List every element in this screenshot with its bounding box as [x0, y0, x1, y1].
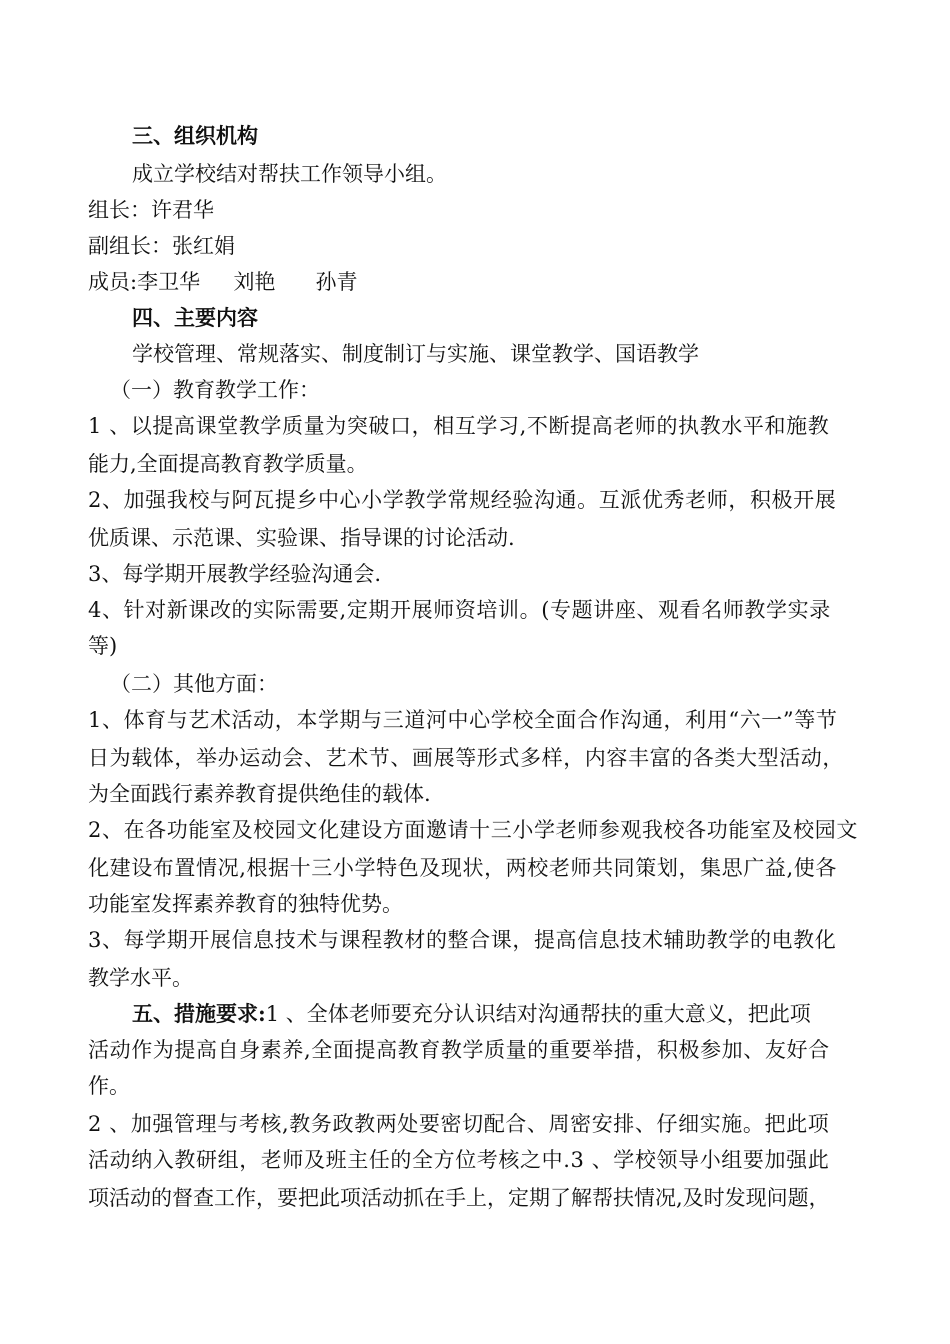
paragraph-line: 等)	[88, 634, 118, 658]
section-3-intro: 成立学校结对帮扶工作领导小组。	[132, 162, 447, 186]
paragraph-line: 教学水平。	[88, 966, 193, 990]
deputy-leader-line: 副组长：张红娟	[88, 234, 235, 258]
paragraph-line: 作。	[88, 1074, 130, 1098]
paragraph-line: 功能室发挥素养教育的独特优势。	[88, 892, 403, 916]
section-4-intro: 学校管理、常规落实、制度制订与实施、课堂教学、国语教学	[132, 342, 699, 366]
paragraph-line: 活动作为提高自身素养,全面提高教育教学质量的重要举措，积极参加、友好合	[88, 1038, 830, 1062]
paragraph-line: 2、在各功能室及校园文化建设方面邀请十三小学老师参观我校各功能室及校园文	[88, 818, 858, 842]
paragraph-line: 活动纳入教研组，老师及班主任的全方位考核之中.3 、学校领导小组要加强此	[88, 1148, 830, 1172]
paragraph-line: 日为载体，举办运动会、艺术节、画展等形式多样，内容丰富的各类大型活动，	[88, 746, 844, 770]
subsection-1-title: （一）教育教学工作：	[110, 378, 320, 402]
paragraph-line: 项活动的督查工作，要把此项活动抓在手上，定期了解帮扶情况,及时发现问题，	[88, 1186, 830, 1210]
paragraph-line: 1 、以提高课堂教学质量为突破口，相互学习,不断提高老师的执教水平和施教	[88, 414, 830, 438]
paragraph-line: 2、加强我校与阿瓦提乡中心小学教学常规经验沟通。互派优秀老师，积极开展	[88, 488, 837, 512]
group-leader-line: 组长：许君华	[88, 198, 214, 222]
section-5-heading: 五、措施要求:	[132, 1001, 266, 1026]
paragraph-line: 1、体育与艺术活动，本学期与三道河中心学校全面合作沟通，利用“六一”等节	[88, 708, 838, 732]
paragraph-line: 3、每学期开展教学经验沟通会.	[88, 562, 382, 586]
paragraph-line: 2 、加强管理与考核,教务政教两处要密切配合、周密安排、仔细实施。把此项	[88, 1112, 830, 1136]
paragraph-line: 能力,全面提高教育教学质量。	[88, 452, 368, 476]
paragraph-line: 4、针对新课改的实际需要,定期开展师资培训。(专题讲座、观看名师教学实录	[88, 598, 831, 622]
section-5-first-line-text: 1 、全体老师要充分认识结对沟通帮扶的重大意义，把此项	[265, 1002, 811, 1026]
members-line: 成员:李卫华 刘艳 孙青	[88, 270, 358, 294]
subsection-2-title: （二）其他方面：	[110, 672, 278, 696]
paragraph-line: 优质课、示范课、实验课、指导课的讨论活动.	[88, 526, 515, 550]
paragraph-line: 3、每学期开展信息技术与课程教材的整合课，提高信息技术辅助教学的电教化	[88, 928, 837, 952]
paragraph-line: 为全面践行素养教育提供绝佳的载体.	[88, 782, 431, 806]
section-5-first-line	[132, 996, 922, 1032]
section-3-heading: 三、组织机构	[132, 123, 258, 148]
section-4-heading: 四、主要内容	[132, 305, 258, 330]
paragraph-line: 化建设布置情况,根据十三小学特色及现状，两校老师共同策划，集思广益,使各	[88, 856, 837, 880]
